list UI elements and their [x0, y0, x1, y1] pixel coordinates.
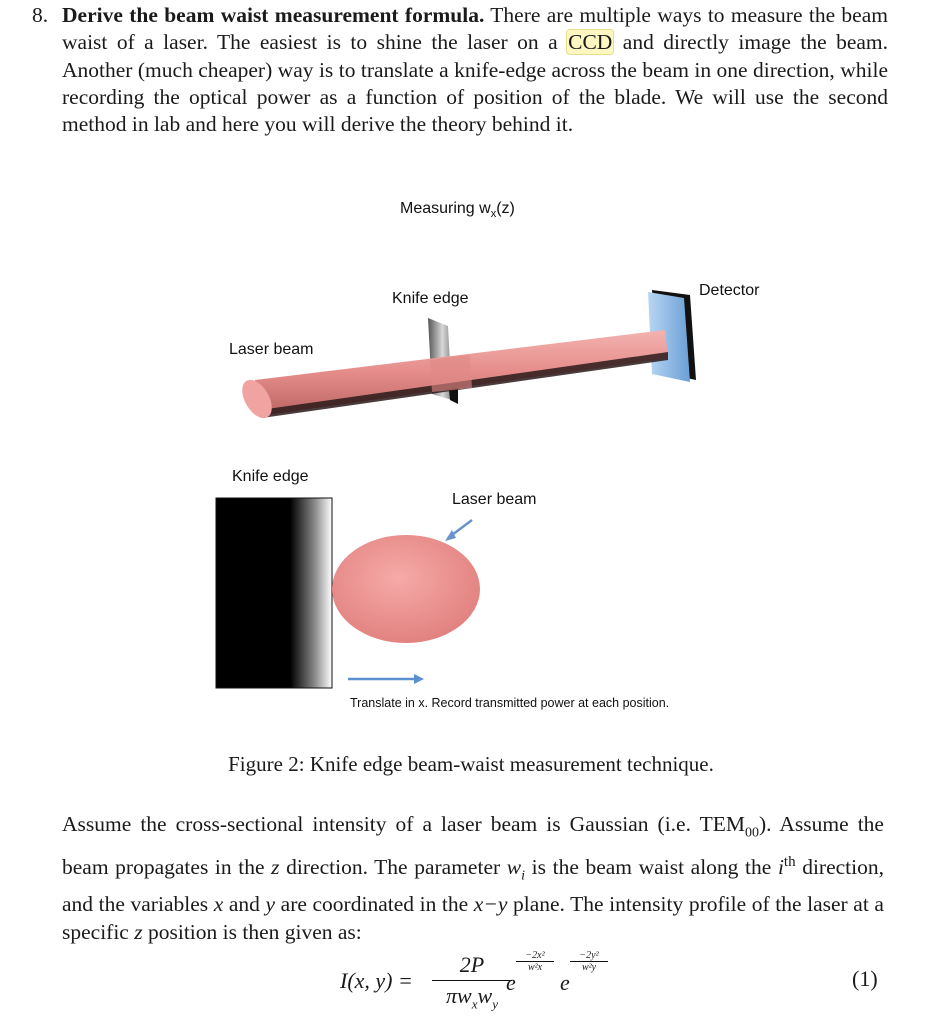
fraction-denominator: $\pi w_xw_y$	[432, 980, 512, 1012]
assumption-paragraph: Assume the cross-sectional intensity of a laser beam is Gaussian (i.e. $TEM_{00}$). Assume the beam propagates in the z direction. The parameter $w_i$ is the beam waist along the $i^{th}$ direction, and the variables x and y are coordinated in the x−y plane. The intensity profile of the laser at a specific z position is then given as:	[62, 812, 885, 945]
intensity-equation	[340, 948, 840, 1018]
problem-number: 8.	[32, 3, 49, 27]
equation-lhs: I(x, y) =	[340, 968, 413, 993]
bottom-knife-edge-block	[216, 498, 332, 688]
top-laser-beam-label: Laser beam	[229, 341, 314, 358]
problem-lead: Derive the beam waist measurement formula.	[62, 3, 485, 27]
problem-text-before: There are multiple ways to measure the beam waist of a laser. The easiest is to shine the laser on a	[62, 3, 888, 55]
translate-instruction: Translate in x. Record transmitted power at each position.	[350, 696, 670, 710]
bottom-knife-edge-label: Knife edge	[232, 468, 309, 485]
bottom-laser-beam-label: Laser beam	[452, 491, 537, 508]
equation-fraction	[432, 952, 512, 1012]
exp-base-2: e	[560, 970, 570, 995]
figure-caption: Figure 2: Knife edge beam-waist measurement technique.	[228, 752, 714, 776]
figure-title-subscript: x	[490, 208, 497, 221]
problem-text-after: and directly image the beam. Another (much cheaper) way is to translate a knife-edge across the beam in one direction, while recording the optical power as a function of position of the blade. We will use the second method in lab and here you will derive the theory behind it.	[62, 30, 888, 137]
highlighted-ccd[interactable]: CCD	[568, 30, 613, 55]
equation-number: (1)	[852, 966, 878, 991]
exponent-1: −2x² w²x	[516, 950, 554, 973]
top-knife-edge-label: Knife edge	[392, 290, 469, 307]
laser-beam-spot	[332, 535, 480, 643]
detector-label: Detector	[699, 282, 760, 299]
exponent-2: −2y² w²y	[570, 950, 608, 973]
top-laser-beam	[236, 330, 668, 423]
fraction-numerator: 2P	[459, 952, 485, 977]
exp-base-1: e	[506, 970, 516, 995]
figure-title: Measuring $w_x(z)$	[400, 200, 515, 221]
